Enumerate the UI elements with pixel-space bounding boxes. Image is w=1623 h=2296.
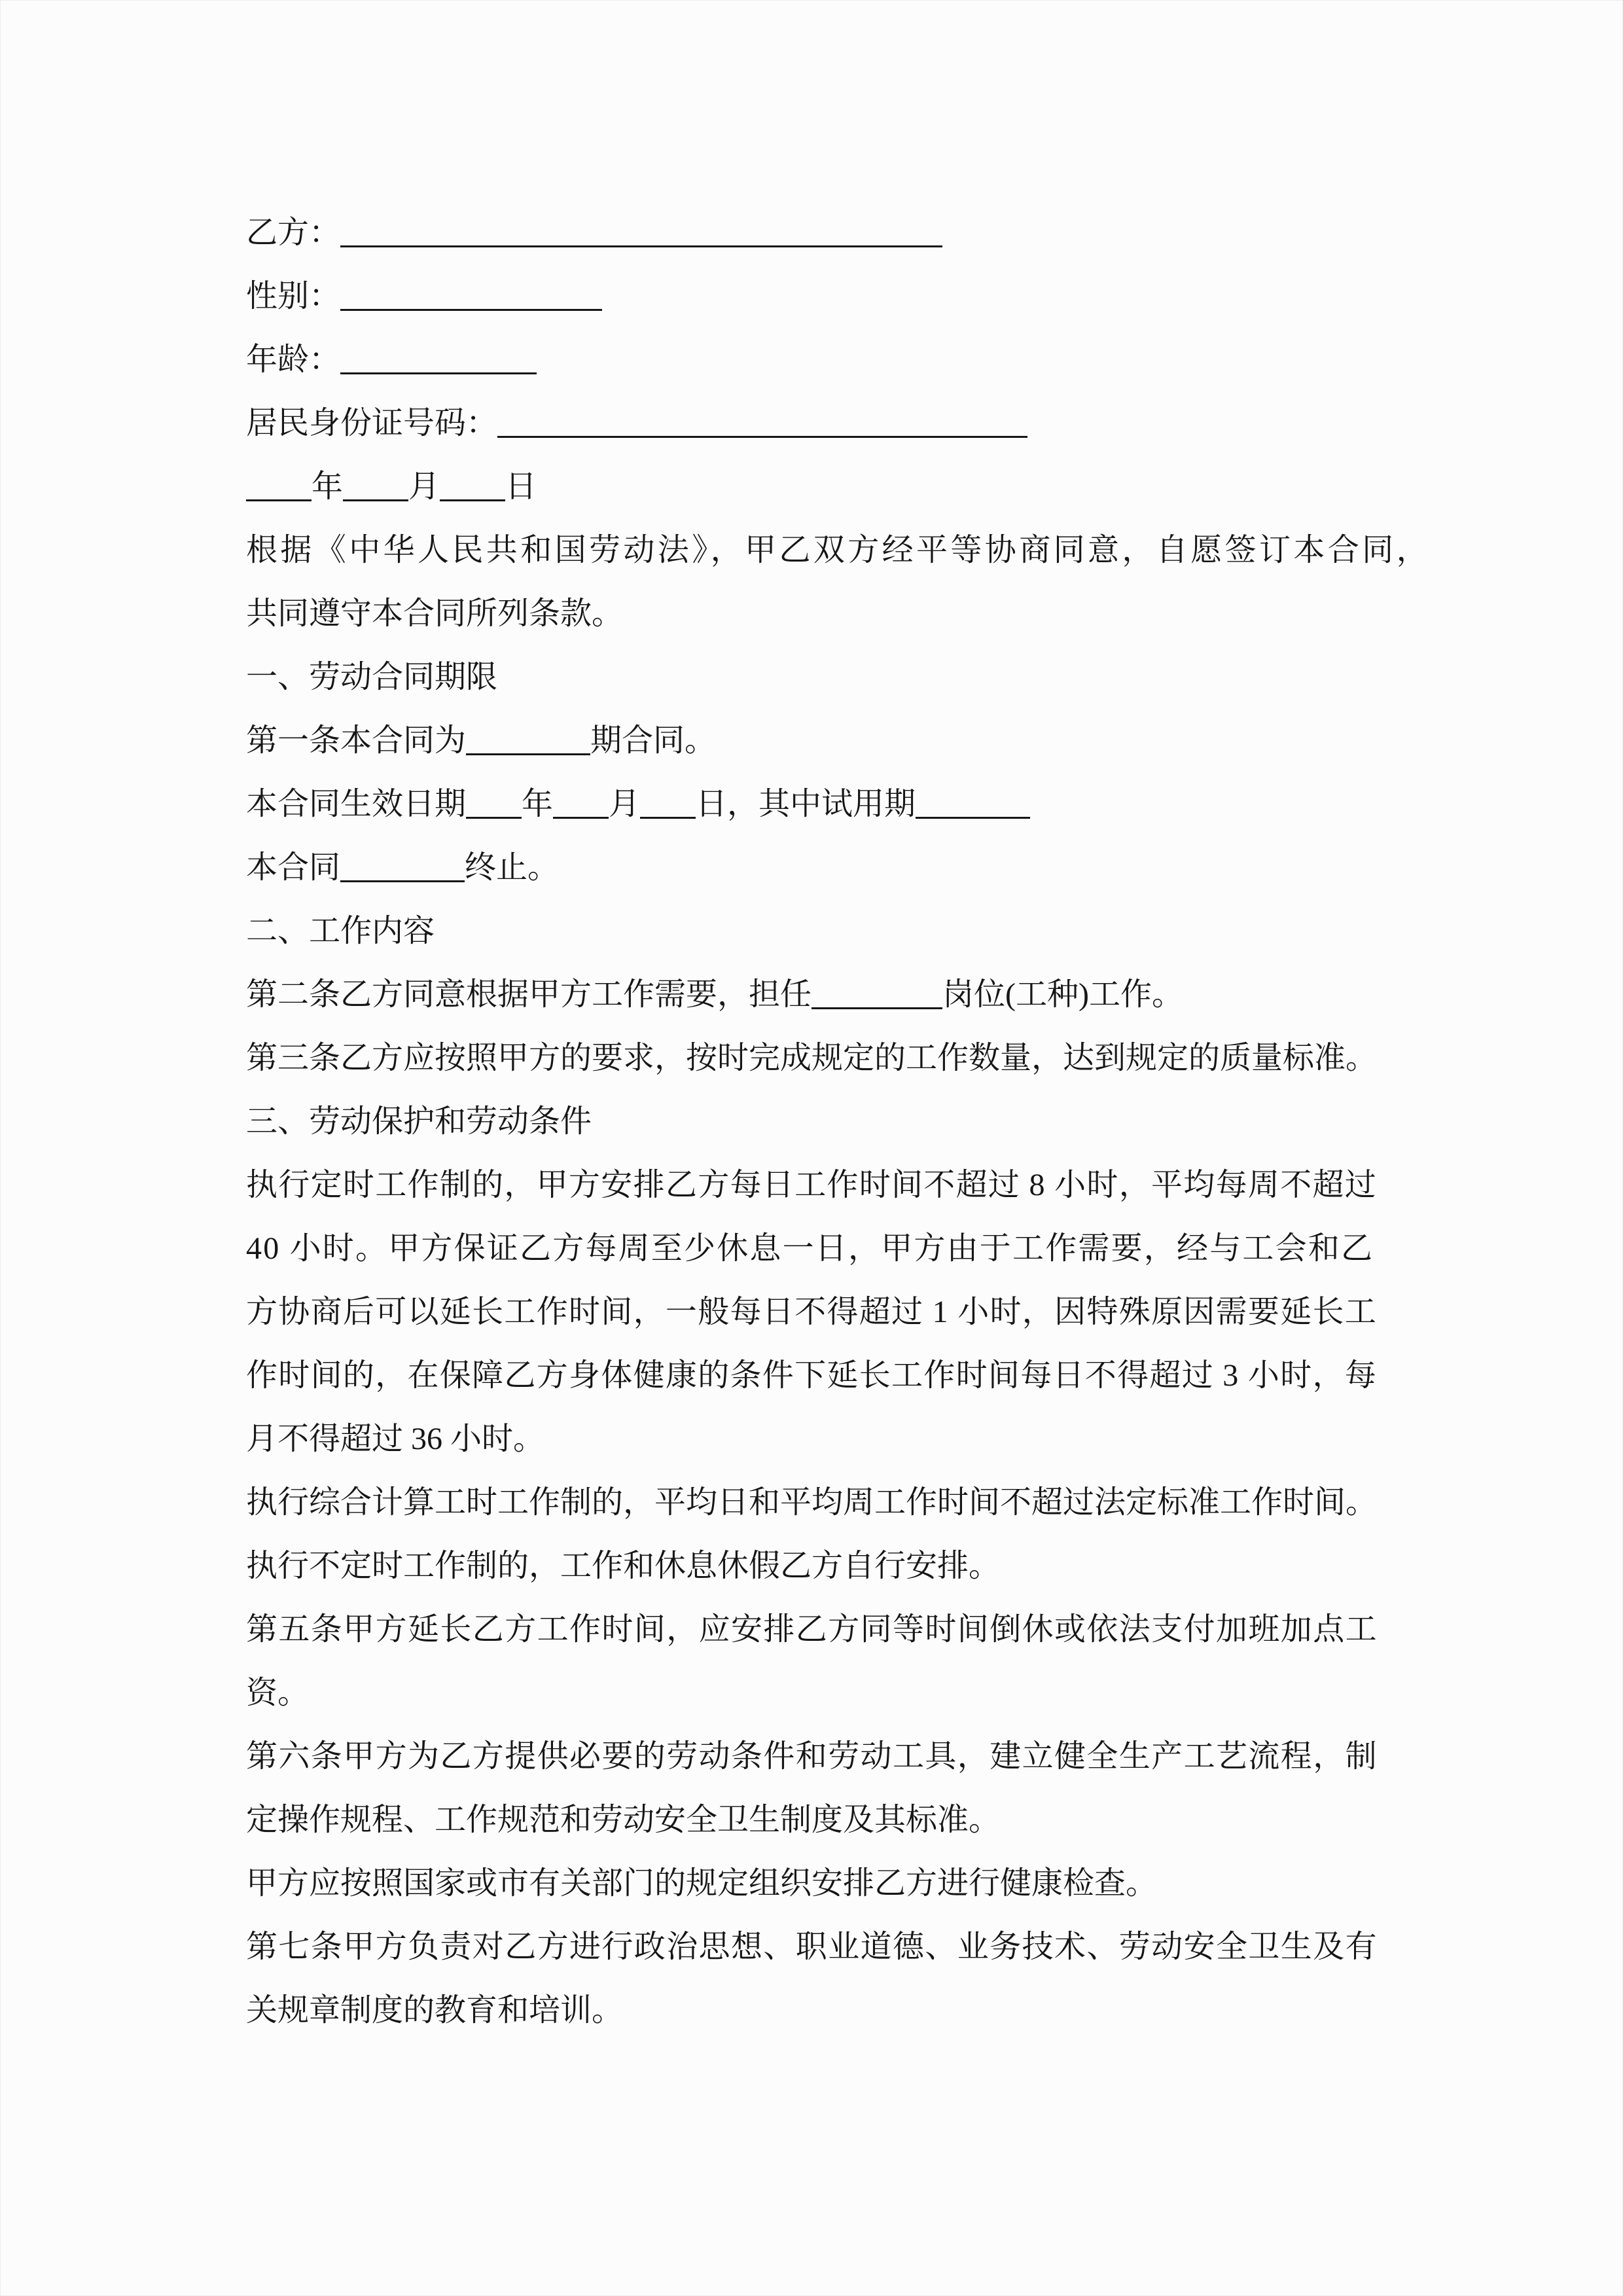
contract-body: [246, 201, 1431, 2042]
para-standard-hours-line-5-text: 月不得超过 36 小时。: [246, 1422, 545, 1456]
clause-2-position-blank-underline: [812, 975, 942, 1009]
para-preamble-line-1: [246, 518, 1431, 582]
clause-5-overtime-line-2-text: 资。: [246, 1676, 310, 1710]
field-id-number: [246, 391, 1378, 455]
clause-1-effective-date-blank-underline: [916, 784, 1030, 819]
para-standard-hours-line-3-text: 方协商后可以延长工作时间，一般每日不得超过 1 小时，因特殊原因需要延长工: [246, 1295, 1378, 1329]
clause-1-termination-text: 本合同: [246, 850, 341, 885]
para-comprehensive-hours: [246, 1471, 1378, 1534]
clause-1-contract-type-text: 期合同。: [590, 723, 717, 758]
clause-5-overtime-line-2: [246, 1661, 1378, 1725]
clause-6-conditions-line-1: [246, 1725, 1378, 1788]
field-age-blank-underline: [340, 340, 537, 374]
field-id-number-text: 居民身份证号码：: [246, 406, 498, 440]
clause-5-overtime-line-1: [246, 1598, 1378, 1661]
para-preamble-line-2-text: 共同遵守本合同所列条款。: [246, 596, 624, 631]
para-comprehensive-hours-text: 执行综合计算工时工作制的，平均日和平均周工作时间不超过法定标准工作时间。: [246, 1485, 1378, 1520]
field-gender: [246, 264, 1378, 328]
field-party-b-text: 乙方：: [246, 215, 341, 250]
para-flexible-hours-text: 执行不定时工作制的，工作和休息休假乙方自行安排。: [246, 1549, 1001, 1583]
para-standard-hours-line-1: [246, 1153, 1378, 1217]
para-preamble-line-2: [246, 582, 1378, 645]
para-standard-hours-line-4-text: 作时间的，在保障乙方身体健康的条件下延长工作时间每日不得超过 3 小时，每: [246, 1358, 1378, 1393]
field-gender-blank-underline: [340, 276, 602, 311]
clause-1-effective-date-text: 年: [522, 787, 554, 821]
field-sign-date-blank-underline: [440, 467, 505, 501]
clause-1-effective-date-blank-underline: [466, 784, 522, 819]
field-sign-date-blank-underline: [246, 467, 312, 501]
field-age-text: 年龄：: [246, 342, 341, 377]
para-preamble-line-1-text: 根据《中华人民共和国劳动法》，甲乙双方经平等协商同意，自愿签订本合同，: [246, 533, 1431, 567]
para-standard-hours-line-3: [246, 1280, 1378, 1344]
clause-6-conditions-line-2-text: 定操作规程、工作规范和劳动安全卫生制度及其标准。: [246, 1803, 1001, 1837]
clause-6-conditions-line-1-text: 第六条甲方为乙方提供必要的劳动条件和劳动工具，建立健全生产工艺流程，制: [246, 1739, 1378, 1774]
clause-3-quality: [246, 1026, 1378, 1090]
field-sign-date-text: 日: [505, 469, 537, 504]
heading-section-3-text: 三、劳动保护和劳动条件: [246, 1104, 592, 1139]
field-party-b: [246, 201, 1378, 264]
heading-section-1: [246, 645, 1378, 709]
para-flexible-hours: [246, 1534, 1378, 1598]
clause-1-effective-date-blank-underline: [640, 784, 696, 819]
clause-1-effective-date: [246, 772, 1378, 836]
clause-7-training-line-2: [246, 1979, 1378, 2042]
para-health-check-text: 甲方应按照国家或市有关部门的规定组织安排乙方进行健康检查。: [246, 1866, 1158, 1901]
heading-section-2: [246, 899, 1378, 963]
field-sign-date-text: 月: [408, 469, 440, 504]
clause-2-position-text: 岗位(工种)工作。: [942, 977, 1183, 1012]
para-standard-hours-line-4: [246, 1344, 1378, 1407]
clause-7-training-line-1: [246, 1915, 1378, 1979]
para-standard-hours-line-5: [246, 1407, 1378, 1471]
clause-1-termination: [246, 836, 1378, 899]
clause-1-contract-type-blank-underline: [466, 721, 590, 755]
clause-1-contract-type-text: 第一条本合同为: [246, 723, 467, 758]
clause-5-overtime-line-1-text: 第五条甲方延长乙方工作时间，应安排乙方同等时间倒休或依法支付加班加点工: [246, 1612, 1378, 1647]
field-sign-date: [246, 455, 1378, 518]
clause-6-conditions-line-2: [246, 1788, 1378, 1852]
clause-1-effective-date-text: 本合同生效日期: [246, 787, 467, 821]
clause-1-effective-date-text: 日，其中试用期: [696, 787, 916, 821]
clause-2-position: [246, 963, 1378, 1026]
clause-7-training-line-1-text: 第七条甲方负责对乙方进行政治思想、职业道德、业务技术、劳动安全卫生及有: [246, 1929, 1378, 1964]
field-party-b-blank-underline: [340, 213, 942, 247]
field-gender-text: 性别：: [246, 279, 341, 314]
clause-2-position-text: 第二条乙方同意根据甲方工作需要，担任: [246, 977, 812, 1012]
field-age: [246, 328, 1378, 391]
clause-1-contract-type: [246, 709, 1378, 772]
clause-1-termination-text: 终止。: [465, 850, 560, 885]
field-id-number-blank-underline: [497, 403, 1027, 438]
clause-3-quality-text: 第三条乙方应按照甲方的要求，按时完成规定的工作数量，达到规定的质量标准。: [246, 1041, 1378, 1075]
clause-1-termination-blank-underline: [340, 848, 465, 882]
heading-section-3: [246, 1090, 1378, 1153]
clause-1-effective-date-blank-underline: [553, 784, 609, 819]
clause-7-training-line-2-text: 关规章制度的教育和培训。: [246, 1993, 624, 2028]
heading-section-1-text: 一、劳动合同期限: [246, 660, 498, 694]
para-standard-hours-line-1-text: 执行定时工作制的，甲方安排乙方每日工作时间不超过 8 小时，平均每周不超过: [246, 1168, 1378, 1202]
clause-1-effective-date-text: 月: [609, 787, 641, 821]
para-standard-hours-line-2-text: 40 小时。甲方保证乙方每周至少休息一日，甲方由于工作需要，经与工会和乙: [246, 1231, 1374, 1266]
field-sign-date-blank-underline: [343, 467, 408, 501]
para-health-check: [246, 1852, 1378, 1915]
heading-section-2-text: 二、工作内容: [246, 914, 435, 948]
para-standard-hours-line-2: [246, 1217, 1378, 1280]
field-sign-date-text: 年: [312, 469, 344, 504]
